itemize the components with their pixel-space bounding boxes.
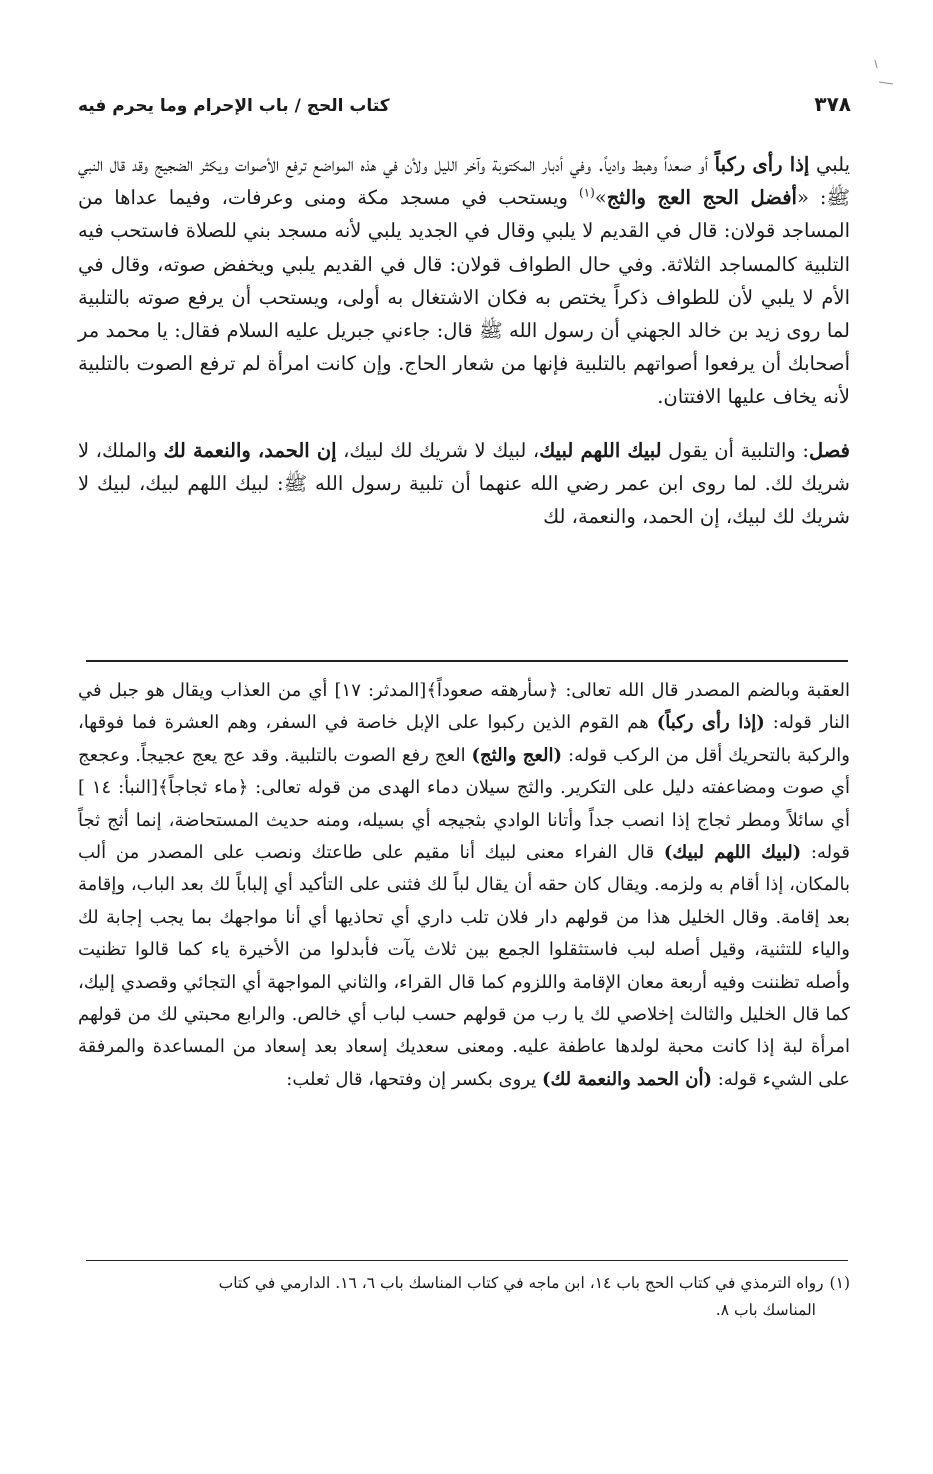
footnote-1 <box>78 1270 850 1297</box>
bold-phrase: (لبيك اللهم لبيك) <box>663 842 802 864</box>
text-run: أو صعداً وهبط وادياً. وفي أدبار المكتوبة وآخر الليل ولأن في هذه المواضع ترفع الأصوات ويكثر الضجيج وقد قال النبي ﷺ: « <box>78 153 851 210</box>
text-run: العقبة وبالضم المصدر قال الله تعالى: ﴿سأرهقه صعوداً﴾[المدثر: ١٧] أي من العذاب ويقال هو جبل في النار قوله: <box>78 680 850 734</box>
page-number: ٣٧٨ <box>814 92 851 116</box>
bold-phrase: (العج والثج) <box>471 744 563 766</box>
separator-rule <box>86 660 848 662</box>
main-paragraph-1 <box>78 148 850 414</box>
bold-phrase: (أن الحمد والنعمة لك) <box>542 1068 713 1090</box>
footnote-rule <box>86 1260 848 1261</box>
section-label: فصل <box>808 438 850 462</box>
text-run: يلبي <box>809 153 850 176</box>
footnote-text-continued: المناسك باب ٨. <box>715 1301 816 1319</box>
running-title: كتاب الحج / باب الإحرام وما يحرم فيه <box>78 96 390 116</box>
text-run: ، لبيك لا شريك لك لبيك، <box>336 438 540 462</box>
text-run: : والتلبية أن يقول <box>661 438 809 462</box>
text-run: يروى بكسر إن وفتحها، قال ثعلب: <box>286 1068 542 1090</box>
commentary-text <box>78 675 850 1096</box>
scan-mark <box>873 58 895 88</box>
bold-phrase: أفضل الحج العج والثج <box>606 186 797 210</box>
main-paragraph-2 <box>78 434 850 534</box>
bold-phrase: إذا رأى ركباً <box>714 153 810 176</box>
bold-phrase: إن الحمد، والنعمة لك <box>163 438 337 462</box>
bold-phrase: لبيك اللهم لبيك <box>539 438 662 462</box>
text-run: هم القوم الذين ركبوا على الإبل خاصة في السفر، وهم العشرة فما فوقها، والركبة بالتحريك أقل من الركب قوله: <box>78 712 850 766</box>
text-run: » <box>594 186 607 210</box>
page-header <box>78 92 851 116</box>
footnote-number: (١) <box>829 1274 850 1292</box>
text-run: قال الفراء معنى لبيك أنا مقيم على طاعتك ونصب على المصدر من ألب بالمكان، إذا أقام به ولزمه. ويقال كان حقه أن يقال لباً لك فثنى على التأكيد أي إلباباً لك بعد الباب، وإقامة بعد إقامة. وقال الخليل هذا من قولهم دار فلان تلب داري أي تحاذيها أي أنا مواجهك بما يجب إجابة لك والياء للتثنية، وقيل أصله لبب فاستثقلوا الجمع بين ثلاث يآت فأبدلوا من الأخيرة ياء كما قالوا تظنيت وأصله تظننت وفيه أربعة معان الإقامة واللزوم كما قال القراء، والثاني المواجهة أي التجائي وقصدي إليك، كما قال الخليل والثالث إخلاصي لك يا رب من قولهم حسب لباب أي خالص. والرابع محبتي لك من قولهم امرأة لبة إذا كانت محبة لولدها عاطفة عليه. ومعنى سعديك إسعاد بعد إسعاد من المساعدة والمرفقة على الشيء قوله: <box>78 842 850 1090</box>
text-run: والملك، لا شريك لك. لما روى ابن عمر رضي الله عنهما أن تلبية رسول الله ﷺ: لبيك اللهم لبيك، لبيك لا شريك لك لبيك، إن الحمد، والنعمة، لك <box>78 438 850 529</box>
footnote-text: رواه الترمذي في كتاب الحج باب ١٤، ابن ماجه في كتاب المناسك باب ٦، ١٦. الدارمي في كتاب <box>218 1274 824 1292</box>
main-text <box>78 148 850 533</box>
text-run: ويستحب في مسجد مكة ومنى وعرفات، وفيما عداها من المساجد قولان: قال في القديم لا يلبي وقال في الجديد يلبي لأنه مسجد بني للصلاة فاستحب فيه التلبية كالمساجد الثلاثة. وفي حال الطواف قولان: قال في القديم يلبي ويخفض صوته، وقال في الأم لا يلبي لأن للطواف ذكراً يختص به فكان الاشتغال به أولى، ويستحب أن يرفع صوته بالتلبية لما روى زيد بن خالد الجهني أن رسول الله ﷺ قال: جاءني جبريل عليه السلام فقال: يا محمد مر أصحابك أن يرفعوا أصواتهم بالتلبية فإنها من شعار الحاج. وإن كانت امرأة لم ترفع الصوت بالتلبية لأنه يخاف عليها الافتتان. <box>78 186 850 409</box>
footnote-ref[interactable]: (١) <box>578 185 595 200</box>
footnotes <box>78 1270 850 1324</box>
text-run: العج رفع الصوت بالتلبية. وقد عج يعج عجيجاً. وعجعج أي صوت ومضاعفته دليل على التكرير. والثج سيلان دماء الهدى من قوله تعالى: ﴿ماء ثجاجاً﴾[النبأ: ١٤ ] أي سائلاً ومطر ثجاج إذا انصب جداً وأتانا الوادي بثجيجه أي بسيله، ومنه حديث المستحاضة، إنما أثج ثجاً قوله: <box>78 744 851 864</box>
bold-phrase: (إذا رأى ركباً) <box>656 712 765 734</box>
